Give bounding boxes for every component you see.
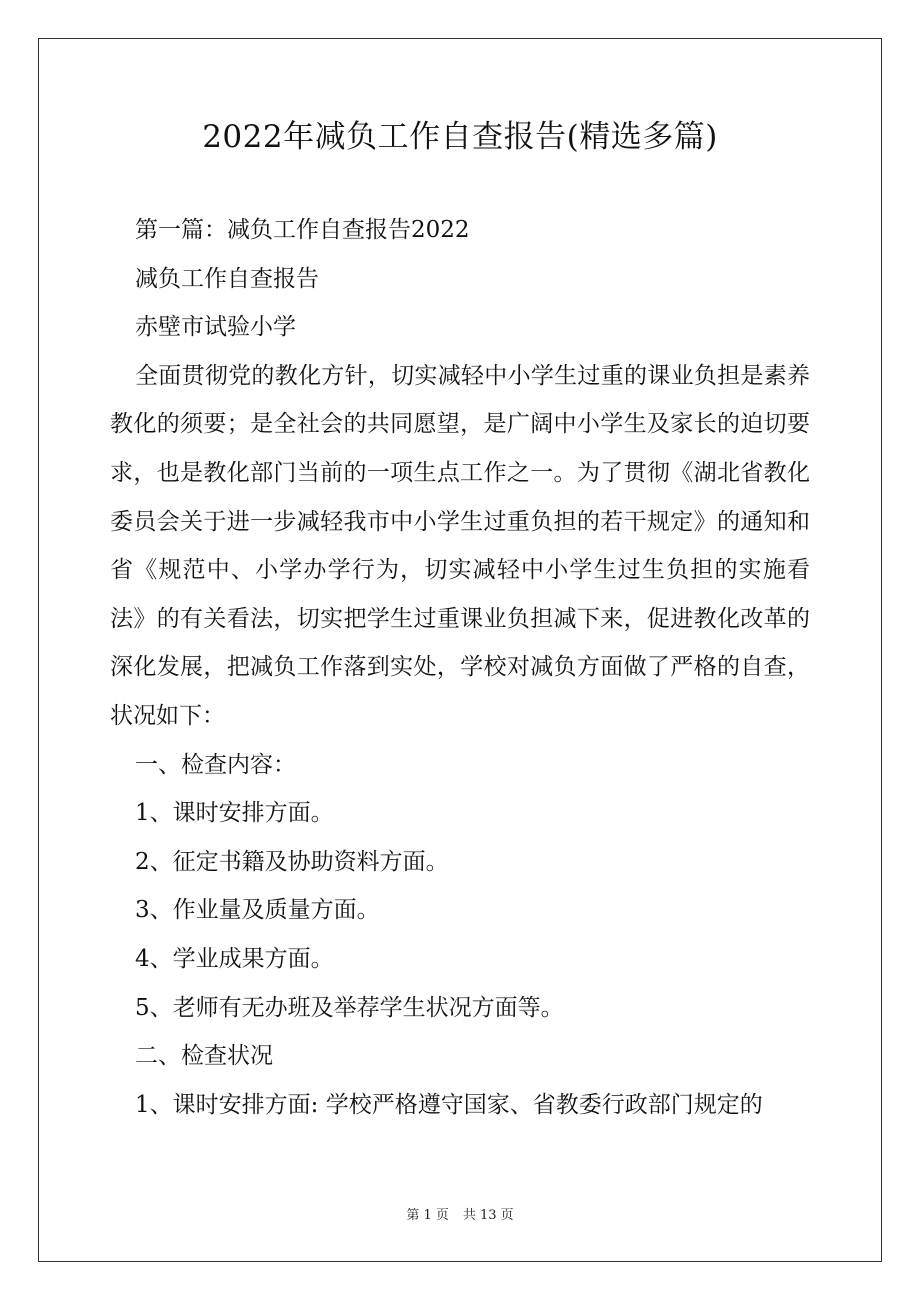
paragraph: 1、课时安排方面: 学校严格遵守国家、省教委行政部门规定的 [135,1091,763,1118]
paragraph: 一、检查内容： [135,751,296,778]
paragraph: 5、老师有无办班及举荐学生状况方面等。 [135,994,564,1021]
page-total: 共 13 页 [462,1208,514,1223]
paragraph: 减负工作自查报告 [135,265,319,292]
paragraph: 1、课时安排方面。 [135,800,334,827]
paragraph: 全面贯彻党的教化方针，切实减轻中小学生过重的课业负担是素养教化的须要；是全社会的共同愿望，是广阔中小学生及家长的迫切要求，也是教化部门当前的一项生点工作之一。为了贯彻《湖北省教化委员会关于进一步减轻我市中小学生过重负担的若干规定》的通知和省《规范中、小学办学行为，切实减轻中小学生过生负担的实施看法》的有关看法，切实把学生过重课业负担减下来，促进教化改革的深化发展，把减负工作落到实处，学校对减负方面做了严格的自查，状况如下： [110,362,810,729]
paragraph: 2、征定书籍及协助资料方面。 [135,848,449,875]
paragraph: 3、作业量及质量方面。 [135,897,380,924]
page-footer [0,1206,920,1226]
paragraph: 二、检查状况 [135,1043,273,1070]
document-body [110,206,810,1129]
page-number: 第 1 页 [406,1208,449,1223]
paragraph: 赤壁市试验小学 [135,314,296,341]
paragraph: 4、学业成果方面。 [135,945,334,972]
paragraph: 第一篇：减负工作自查报告2022 [135,217,470,243]
document-title: 2022年减负工作自查报告(精选多篇) [202,119,718,155]
